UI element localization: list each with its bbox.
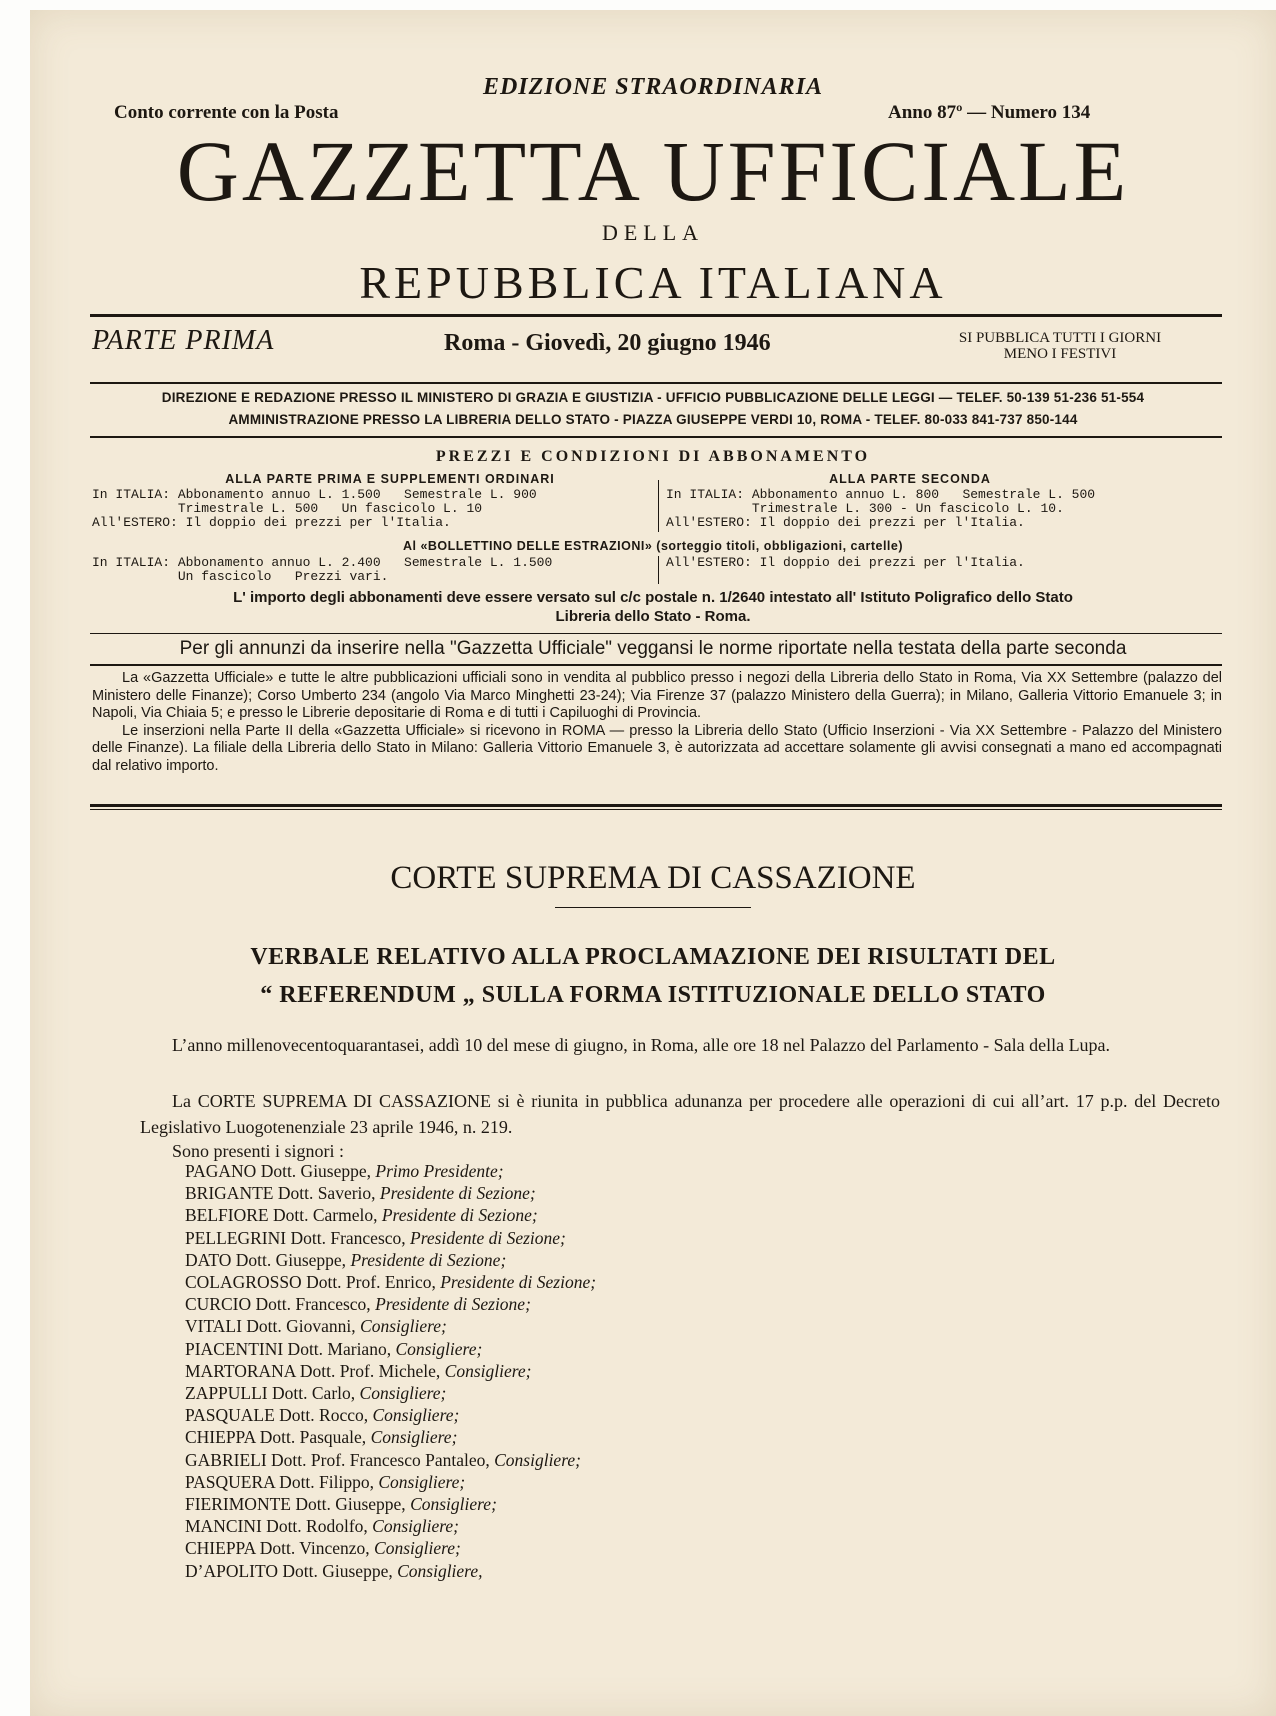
payment-line-1: L' importo degli abbonamenti deve essere versato sul c/c postale n. 1/2640 intestato all' Istituto Poligrafico dello Stato	[233, 589, 1073, 606]
member-role: Consigliere;	[444, 1360, 532, 1381]
price-line: In ITALIA: Abbonamento annuo L. 1.500 Semestrale L. 900	[92, 487, 537, 502]
direction-line: DIREZIONE E REDAZIONE PRESSO IL MINISTERO DI GRAZIA E GIUSTIZIA - UFFICIO PUBBLICAZIONE DELLE LEGGI — TELEF. 50-139 51-236 51-554	[161, 390, 1145, 405]
rule	[555, 907, 751, 908]
annunzi-notice: Per gli annunzi da inserire nella "Gazzetta Ufficiale" veggansi le norme riportate nella testata della parte seconda	[179, 638, 1127, 659]
right-heading: ALLA PARTE SECONDA	[829, 472, 991, 486]
member-name: MANCINI Dott. Rodolfo,	[185, 1516, 368, 1537]
edition-label: EDIZIONE STRAORDINARIA	[482, 74, 824, 100]
member-name: CHIEPPA Dott. Pasquale,	[185, 1427, 367, 1448]
member-name: PELLEGRINI Dott. Francesco,	[185, 1227, 406, 1248]
masthead-della: DELLA	[601, 220, 705, 245]
member-name: PIACENTINI Dott. Mariano,	[185, 1338, 392, 1359]
member-row	[185, 1160, 596, 1182]
member-row	[185, 1537, 596, 1559]
member-row	[185, 1182, 596, 1204]
subscription-title: PREZZI E CONDIZIONI DI ABBONAMENTO	[435, 448, 871, 465]
rule	[90, 664, 1222, 666]
price-line: All'ESTERO: Il doppio dei prezzi per l'Italia.	[666, 515, 1025, 530]
publication-schedule	[950, 330, 1170, 362]
member-role: Consigliere;	[395, 1338, 483, 1359]
headline-line-2: “ REFERENDUM „ SULLA FORMA ISTITUZIONALE DELLO STATO	[260, 982, 1046, 1008]
schedule-line-1: SI PUBBLICA TUTTI I GIORNI	[958, 330, 1162, 346]
member-role: Primo Presidente;	[375, 1161, 504, 1181]
member-name: FIERIMONTE Dott. Giuseppe,	[185, 1494, 406, 1515]
member-row	[185, 1271, 596, 1293]
rule	[90, 809, 1222, 810]
rule	[90, 382, 1222, 384]
member-row	[185, 1227, 596, 1249]
price-line: All'ESTERO: Il doppio dei prezzi per l'Italia.	[92, 515, 451, 530]
bollettino-foreign: All'ESTERO: Il doppio dei prezzi per l'Italia.	[666, 555, 1025, 570]
member-role: Consigliere;	[494, 1449, 581, 1470]
column-divider	[658, 480, 659, 532]
present-label: Sono presenti i signori :	[172, 1141, 344, 1161]
member-role: Consigliere;	[372, 1405, 460, 1426]
member-row	[185, 1493, 596, 1515]
price-line: Trimestrale L. 500 Un fascicolo L. 10	[92, 501, 483, 516]
payment-line-2: Libreria dello Stato - Roma.	[555, 608, 751, 625]
member-row	[185, 1338, 596, 1360]
member-row	[185, 1360, 596, 1382]
left-heading: ALLA PARTE PRIMA E SUPPLEMENTI ORDINARI	[225, 472, 555, 486]
member-role: Presidente di Sezione;	[379, 1183, 536, 1204]
rule	[90, 633, 1222, 634]
member-name: GABRIELI Dott. Prof. Francesco Pantaleo,	[185, 1449, 490, 1470]
member-name: PAGANO Dott. Giuseppe,	[185, 1161, 372, 1181]
notice-paragraph: La «Gazzetta Ufficiale» e tutte le altre pubblicazioni ufficiali sono in vendita al pubblico presso i negozi della Libreria dello Stato in Roma, Via XX Settembre (palazzo del Ministero delle Finanze); Corso Umberto 234 (angolo Via Marco Minghetti 23-24); Via Firenze 37 (palazzo Ministero della Guerra); in Milano, Galleria Vittorio Emanuele 3; in Napoli, Via Chiaia 5; e presso le Librerie depositarie di Roma e di tutti i Capiluoghi di Provincia.	[92, 670, 1222, 721]
member-name: BELFIORE Dott. Carmelo,	[185, 1205, 378, 1226]
administration-line: AMMINISTRAZIONE PRESSO LA LIBRERIA DELLO STATO - PIAZZA GIUSEPPE VERDI 10, ROMA - TELEF. 80-033 841-737 850-144	[228, 412, 1078, 427]
rule	[90, 804, 1222, 807]
member-row	[185, 1404, 596, 1426]
left-prices	[92, 488, 537, 530]
masthead-subtitle: REPUBBLICA ITALIANA	[359, 257, 947, 308]
member-row	[185, 1515, 596, 1537]
member-row	[185, 1426, 596, 1448]
article-paragraph-1: L’anno millenovecentoquarantasei, addì 10 del mese di giugno, in Roma, alle ore 18 nel Palazzo del Parlamento - Sala della Lupa.	[172, 1035, 1111, 1055]
right-prices	[666, 488, 1095, 530]
member-role: Consigliere;	[360, 1316, 447, 1337]
member-role: Consigliere,	[397, 1560, 483, 1581]
rule	[90, 314, 1222, 317]
member-row	[185, 1449, 596, 1471]
member-role: Presidente di Sezione;	[375, 1294, 531, 1315]
date-line: Roma - Giovedì, 20 giugno 1946	[444, 330, 771, 356]
bollettino-prices	[92, 556, 552, 584]
members-list	[185, 1160, 596, 1582]
member-role: Consigliere;	[410, 1494, 497, 1515]
part-label: PARTE PRIMA	[92, 325, 275, 356]
member-role: Consigliere;	[370, 1427, 458, 1448]
rule	[90, 436, 1222, 438]
headline-line-1: VERBALE RELATIVO ALLA PROCLAMAZIONE DEI RISULTATI DEL	[250, 944, 1056, 970]
price-line: Trimestrale L. 300 - Un fascicolo L. 10.	[666, 501, 1064, 516]
member-role: Presidente di Sezione;	[410, 1227, 566, 1248]
notice-paragraph: Le inserzioni nella Parte II della «Gazzetta Ufficiale» si ricevono in ROMA — presso la Libreria dello Stato (Ufficio Inserzioni - Via XX Settembre - Palazzo del Ministero delle Finanze). La filiale della Libreria dello Stato in Milano: Galleria Vittorio Emanuele 3, è autorizzata ad accettare solamente gli avvisi consegnati a mano ed accompagnati dal relativo importo.	[92, 722, 1222, 774]
court-heading: CORTE SUPREMA DI CASSAZIONE	[390, 860, 916, 896]
member-row	[185, 1204, 596, 1226]
member-row	[185, 1293, 596, 1315]
member-name: CURCIO Dott. Francesco,	[185, 1294, 371, 1315]
member-name: ZAPPULLI Dott. Carlo,	[185, 1383, 356, 1404]
price-line: In ITALIA: Abbonamento annuo L. 2.400 Semestrale L. 1.500	[92, 555, 553, 570]
member-role: Consigliere;	[359, 1383, 447, 1404]
newspaper-page	[30, 10, 1276, 1716]
member-name: VITALI Dott. Giovanni,	[185, 1316, 356, 1337]
member-role: Presidente di Sezione;	[440, 1272, 597, 1293]
member-row	[185, 1560, 596, 1582]
payment-notice	[30, 588, 1276, 626]
member-name: DATO Dott. Giuseppe,	[185, 1249, 347, 1270]
postal-account: Conto corrente con la Posta	[114, 102, 339, 123]
member-name: PASQUERA Dott. Filippo,	[185, 1471, 374, 1492]
issue-number: Anno 87º — Numero 134	[888, 102, 1091, 123]
price-line: Un fascicolo Prezzi vari.	[92, 569, 389, 584]
member-name: PASQUALE Dott. Rocco,	[185, 1405, 369, 1426]
member-role: Presidente di Sezione;	[381, 1205, 538, 1226]
column-divider	[658, 556, 659, 584]
member-role: Consigliere;	[372, 1516, 459, 1537]
schedule-line-2: MENO I FESTIVI	[1003, 346, 1117, 362]
bollettino-heading: Al «BOLLETTINO DELLE ESTRAZIONI» (sorteggio titoli, obbligazioni, cartelle)	[402, 539, 904, 553]
price-line: In ITALIA: Abbonamento annuo L. 800 Semestrale L. 500	[666, 487, 1096, 502]
article-paragraph-2: La CORTE SUPREMA DI CASSAZIONE si è riunita in pubblica adunanza per procedere alle operazioni di cui all’art. 17 p.p. del Decreto Legislativo Luogotenenziale 23 aprile 1946, n. 219.	[140, 1091, 1220, 1137]
member-row	[185, 1315, 596, 1337]
member-name: D’APOLITO Dott. Giuseppe,	[185, 1560, 393, 1581]
member-row	[185, 1249, 596, 1271]
member-name: BRIGANTE Dott. Saverio,	[185, 1183, 376, 1204]
masthead-title: GAZZETTA UFFICIALE	[176, 123, 1130, 219]
member-name: MARTORANA Dott. Prof. Michele,	[185, 1360, 441, 1381]
member-name: CHIEPPA Dott. Vincenzo,	[185, 1538, 370, 1559]
member-row	[185, 1382, 596, 1404]
member-role: Presidente di Sezione;	[350, 1249, 507, 1270]
member-row	[185, 1471, 596, 1493]
member-name: COLAGROSSO Dott. Prof. Enrico,	[185, 1272, 436, 1293]
notices-box	[92, 670, 1222, 775]
member-role: Consigliere;	[374, 1538, 461, 1559]
member-role: Consigliere;	[378, 1471, 466, 1492]
